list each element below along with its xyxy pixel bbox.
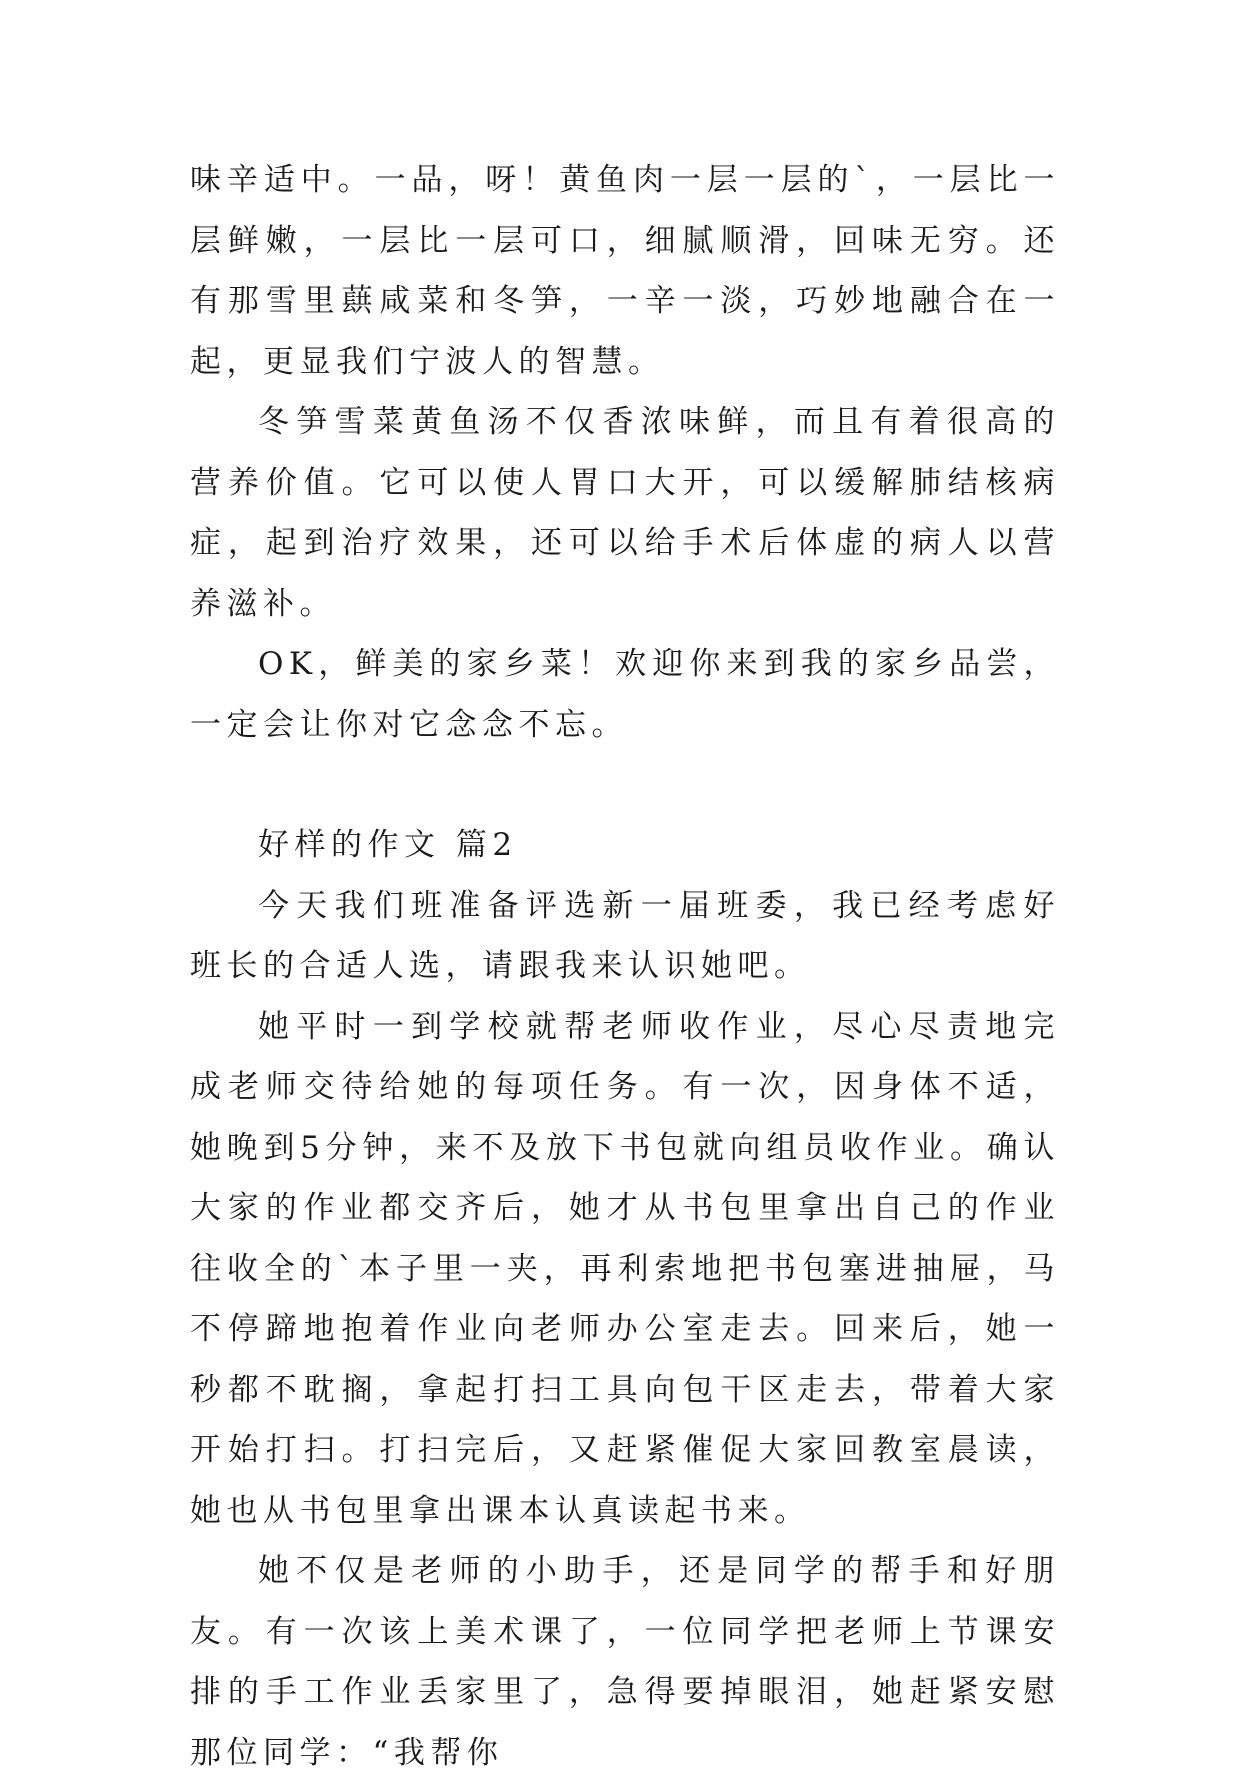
paragraph: 冬笋雪菜黄鱼汤不仅香浓味鲜，而且有着很高的营养价值。它可以使人胃口大开，可以缓解肺结核病症，起到治疗效果，还可以给手术后体虚的病人以营养滋补。 xyxy=(190,404,1060,622)
paragraph: 她平时一到学校就帮老师收作业，尽心尽责地完成老师交待给她的每项任务。有一次，因身体不适，她晚到5分钟，来不及放下书包就向组员收作业。确认大家的作业都交齐后，她才从书包里拿出自己的作业往收全的`本子里一夹，再利索地把书包塞进抽屉，马不停蹄地抱着作业向老师办公室走去。回来后，她一秒都不耽搁，拿起打扫工具向包干区走去，带着大家开始打扫。打扫完后，又赶紧催促大家回教室晨读，她也从书包里拿出课本认真读起书来。 xyxy=(190,1008,1060,1529)
paragraph-continued: 味辛适中。一品，呀！黄鱼肉一层一层的`，一层比一层鲜嫩，一层比一层可口，细腻顺滑，回味无穷。还有那雪里蕻咸菜和冬笋，一辛一淡，巧妙地融合在一起，更显我们宁波人的智慧。 xyxy=(190,162,1060,380)
document-body xyxy=(190,150,1060,1783)
section-heading: 好样的作文 篇2 xyxy=(258,827,518,863)
paragraph: 她不仅是老师的小助手，还是同学的帮手和好朋友。有一次该上美术课了，一位同学把老师上节课安排的手工作业丢家里了，急得要掉眼泪，她赶紧安慰那位同学：“我帮你 xyxy=(190,1553,1060,1771)
paragraph: 今天我们班准备评选新一届班委，我已经考虑好班长的合适人选，请跟我来认识她吧。 xyxy=(190,887,1060,984)
paragraph: OK，鲜美的家乡菜！欢迎你来到我的家乡品尝，一定会让你对它念念不忘。 xyxy=(190,646,1060,743)
